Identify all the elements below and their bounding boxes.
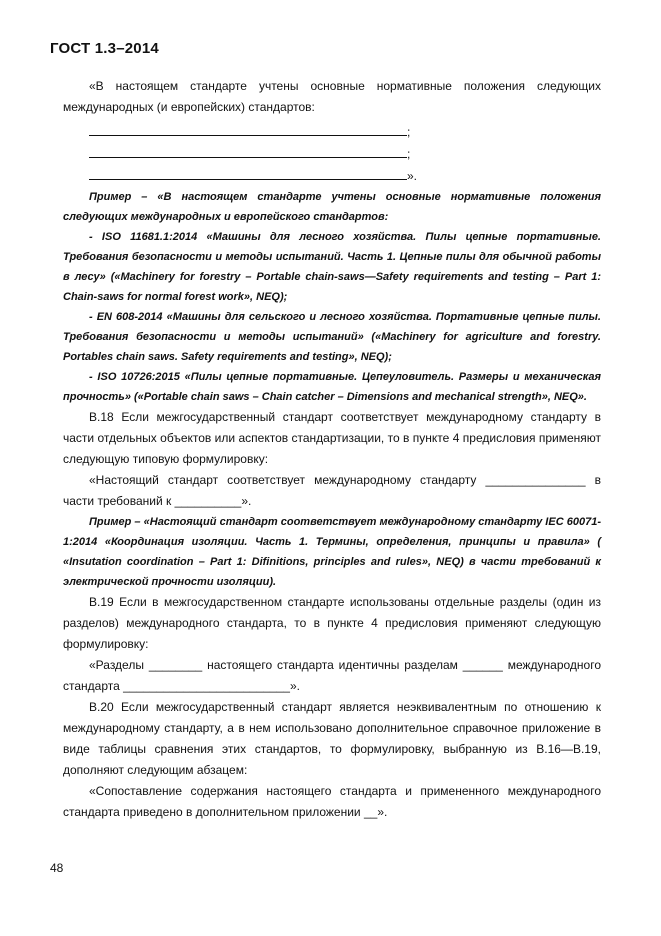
blank-underline xyxy=(89,143,407,158)
clause-b19: В.19 Если в межгосударственном стандарте использованы отдельные разделы (один из разделов) международного стандарта, то в пункте 4 предисловия применяют следующую формулировку: xyxy=(63,595,601,651)
blank-line-end: ». xyxy=(407,169,418,183)
clause-b20: В.20 Если межгосударственный стандарт является неэквивалентным по отношению к международному стандарту, а в нем использовано дополнительное справочное приложение в виде таблицы сравнения этих стандартов, то формулировку, выбранную из В.16—В.19, дополняют следующим абзацем: xyxy=(63,700,601,777)
clause-b18: В.18 Если межгосударственный стандарт соответствует международному стандарту в части отдельных объектов или аспектов стандартизации, то в пункте 4 предисловия применяют следующую типовую формулировку: xyxy=(63,410,601,466)
clause-b18-example: Пример – «Настоящий стандарт соответствует международному стандарту IEC 60071-1:2014 «Координация изоляции. Часть 1. Термины, определения, принципы и правила» ( «Insutation coordination – Part 1: Difinitions, principles and rules», NEQ) в части требований к электрической прочности изоляции). xyxy=(63,516,601,588)
blank-underline xyxy=(89,165,407,180)
page-number: 48 xyxy=(50,861,64,875)
intro-paragraph: «В настоящем стандарте учтены основные нормативные положения следующих международных (и европейских) стандартов: xyxy=(63,79,601,114)
blank-underline xyxy=(89,121,407,136)
blank-line xyxy=(89,165,601,187)
blank-line xyxy=(89,121,601,143)
clause-b18-formula: «Настоящий стандарт соответствует международному стандарту _______________ в части требований к __________». xyxy=(63,473,601,508)
blank-line-end: ; xyxy=(407,125,411,139)
document-body xyxy=(63,76,601,823)
example-1-item: - ISO 10726:2015 «Пилы цепные портативные. Цепеуловитель. Размеры и механическая прочность» («Portable chain saws – Chain catcher – Dimensions and mechanical strength», NEQ». xyxy=(63,371,601,403)
example-1-item: - EN 608-2014 «Машины для сельского и лесного хозяйства. Портативные цепные пилы. Требования безопасности и методы испытаний» («Machinery for agriculture and forestry. Portables chain saws. Safety requirements and testing», NEQ); xyxy=(63,311,601,363)
clause-b19-formula: «Разделы ________ настоящего стандарта идентичны разделам ______ международного стандарта _________________________». xyxy=(63,658,601,693)
document-header: ГОСТ 1.3–2014 xyxy=(50,40,159,57)
blank-line xyxy=(89,143,601,165)
clause-b20-formula: «Сопоставление содержания настоящего стандарта и примененного международного стандарта приведено в дополнительном приложении __». xyxy=(63,784,601,819)
example-1-item: - ISO 11681.1:2014 «Машины для лесного хозяйства. Пилы цепные портативные. Требования безопасности и методы испытаний. Часть 1. Цепные пилы для обычной работы в лесу» («Machinery for forestry – Portable chain-saws—Safety requirements and testing – Part 1: Chain-saws for normal forest work», NEQ); xyxy=(63,231,601,303)
blank-line-end: ; xyxy=(407,147,411,161)
example-1-lead: Пример – «В настоящем стандарте учтены основные нормативные положения следующих международных и европейского стандартов: xyxy=(63,191,601,223)
